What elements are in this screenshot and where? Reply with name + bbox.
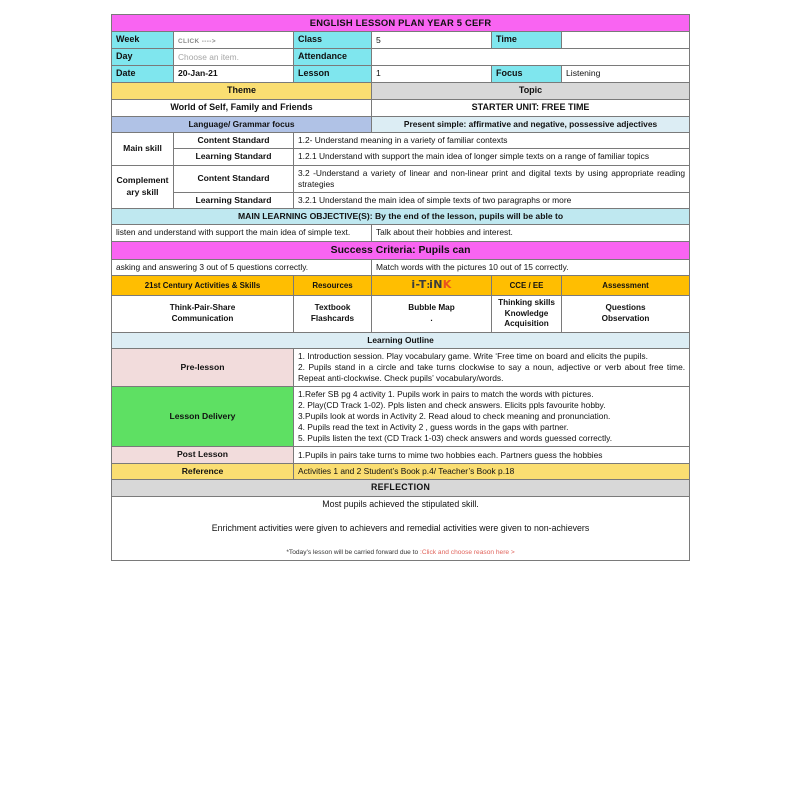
main-content-standard-label: Content Standard xyxy=(174,132,294,148)
objective-band-row xyxy=(112,209,690,225)
learning-outline-band-row xyxy=(112,332,690,348)
date-value[interactable]: 20-Jan-21 xyxy=(174,66,294,83)
theme-header-row xyxy=(112,83,690,100)
complementary-skill-label: Complementary skill xyxy=(112,165,174,209)
week-click-hint: CLICK ----> xyxy=(178,37,216,45)
lesson-delivery-line-1: 1.Refer SB pg 4 activity 1. Pupils work in pairs to match the words with pictures. xyxy=(298,388,594,399)
comp-learning-standard-value: 3.2.1 Understand the main idea of simple texts of two paragraphs or more xyxy=(294,192,690,208)
info-row-date xyxy=(112,66,690,83)
comp-learning-standard-label: Learning Standard xyxy=(174,192,294,208)
reference-row xyxy=(112,463,690,479)
reflection-note-prefix: *Today’s lesson will be carried forward due to xyxy=(286,548,420,556)
comp-skill-content-row xyxy=(112,165,690,192)
reflection-note xyxy=(116,549,685,558)
lesson-delivery-content xyxy=(294,386,690,446)
main-learning-standard-value: 1.2.1 Understand with support the main idea of longer simple texts on a range of familiar topics xyxy=(294,149,690,165)
activities-resources-1: Textbook xyxy=(314,303,351,313)
success-values-row xyxy=(112,260,690,276)
activities-header-skills: 21st Century Activities & Skills xyxy=(112,276,294,296)
post-lesson-label: Post Lesson xyxy=(112,447,294,463)
pre-lesson-row xyxy=(112,348,690,386)
reflection-band-row xyxy=(112,480,690,497)
page-title: ENGLISH LESSON PLAN YEAR 5 CEFR xyxy=(112,15,690,32)
time-label: Time xyxy=(492,32,562,49)
grammar-value: Present simple: affirmative and negative, possessive adjectives xyxy=(372,116,690,132)
class-value[interactable]: 5 xyxy=(372,32,492,49)
attendance-value[interactable] xyxy=(372,49,690,66)
week-value-cell[interactable] xyxy=(174,32,294,49)
activities-skills-2: Communication xyxy=(171,313,234,323)
pre-lesson-line-2: 2. Pupils stand in a circle and take turns clockwise to say a noun, adjective or verb about free time. Repeat anti-clockwise. Check pupils’ vocabulary/words. xyxy=(298,361,686,383)
grammar-header: Language/ Grammar focus xyxy=(112,116,372,132)
activities-cce-2: Knowledge Acquisition xyxy=(504,309,549,329)
objective-values-row xyxy=(112,225,690,241)
lesson-label: Lesson xyxy=(294,66,372,83)
pre-lesson-label: Pre-lesson xyxy=(112,348,294,386)
lesson-delivery-line-2: 2. Play(CD Track 1-02). Ppls listen and check answers. Elicits ppls favourite hobby. xyxy=(298,400,606,411)
objective-left: listen and understand with support the main idea of simple text. xyxy=(112,225,372,241)
comp-skill-learning-row xyxy=(112,192,690,208)
class-label: Class xyxy=(294,32,372,49)
post-lesson-row xyxy=(112,447,690,463)
title-row xyxy=(112,15,690,32)
activities-skills-1: Think-Pair-Share xyxy=(169,303,236,313)
day-placeholder: Choose an item. xyxy=(178,51,239,62)
focus-value[interactable]: Listening xyxy=(562,66,690,83)
activities-resources-2: Flashcards xyxy=(310,313,355,323)
reflection-line-1: Most pupils achieved the stipulated skill. xyxy=(322,498,479,509)
main-skill-label: Main skill xyxy=(112,132,174,165)
activities-cell-assessment xyxy=(562,296,690,332)
main-content-standard-value: 1.2- Understand meaning in a variety of familiar contexts xyxy=(294,132,690,148)
attendance-label: Attendance xyxy=(294,49,372,66)
info-row-week xyxy=(112,32,690,49)
activities-header-assessment: Assessment xyxy=(562,276,690,296)
ithink-logo-icon: i-T:iNK xyxy=(411,278,452,292)
grammar-row xyxy=(112,116,690,132)
topic-value: STARTER UNIT: FREE TIME xyxy=(372,99,690,116)
activities-body-row xyxy=(112,296,690,332)
success-band-row xyxy=(112,241,690,260)
pre-lesson-content xyxy=(294,348,690,386)
activities-ithink-1: Bubble Map xyxy=(408,303,455,313)
date-label: Date xyxy=(112,66,174,83)
day-label: Day xyxy=(112,49,174,66)
lesson-delivery-label: Lesson Delivery xyxy=(112,386,294,446)
reflection-body xyxy=(112,496,690,560)
activities-cell-skills xyxy=(112,296,294,332)
lesson-delivery-line-5: 5. Pupils listen the text (CD Track 1-03) check answers and words guessed correctly. xyxy=(298,433,613,444)
reflection-line-2: Enrichment activities were given to achievers and remedial activities were given to non-achievers xyxy=(211,523,590,534)
activities-ithink-2: . xyxy=(430,313,433,323)
lesson-value[interactable]: 1 xyxy=(372,66,492,83)
comp-content-standard-label: Content Standard xyxy=(174,165,294,192)
activities-header-ithink xyxy=(372,276,492,296)
topic-header: Topic xyxy=(372,83,690,100)
learning-outline-band: Learning Outline xyxy=(112,332,690,348)
objective-band: MAIN LEARNING OBJECTIVE(S): By the end of the lesson, pupils will be able to xyxy=(112,209,690,225)
reflection-body-row xyxy=(112,496,690,560)
main-learning-standard-label: Learning Standard xyxy=(174,149,294,165)
info-row-day xyxy=(112,49,690,66)
reference-label: Reference xyxy=(112,463,294,479)
reflection-band: REFLECTION xyxy=(112,480,690,497)
lesson-plan-document xyxy=(111,14,689,561)
success-left: asking and answering 3 out of 5 questions correctly. xyxy=(112,260,372,276)
activities-header-cce: CCE / EE xyxy=(492,276,562,296)
theme-value-row xyxy=(112,99,690,116)
lesson-delivery-row xyxy=(112,386,690,446)
activities-header-resources: Resources xyxy=(294,276,372,296)
success-criteria-title: Success Criteria: Pupils can xyxy=(112,241,690,260)
lesson-plan-table xyxy=(111,14,690,561)
activities-cell-cce xyxy=(492,296,562,332)
focus-label: Focus xyxy=(492,66,562,83)
main-skill-learning-row xyxy=(112,149,690,165)
pre-lesson-line-1: 1. Introduction session. Play vocabulary game. Write ‘Free time on board and elicits the pupils. xyxy=(298,350,648,361)
week-label: Week xyxy=(112,32,174,49)
activities-cell-resources xyxy=(294,296,372,332)
time-value[interactable] xyxy=(562,32,690,49)
activities-cce-1: Thinking skills xyxy=(498,298,555,308)
activities-header-row xyxy=(112,276,690,296)
day-value-cell[interactable] xyxy=(174,49,294,66)
objective-right: Talk about their hobbies and interest. xyxy=(372,225,690,241)
activities-assessment-2: Observation xyxy=(601,313,650,323)
post-lesson-content xyxy=(294,447,690,463)
lesson-delivery-line-4: 4. Pupils read the text in Activity 2 , guess words in the gaps with partner. xyxy=(298,422,569,433)
lesson-delivery-line-3: 3.Pupils look at words in Activity 2. Read aloud to check meaning and pronunciation. xyxy=(298,411,611,422)
success-right: Match words with the pictures 10 out of 15 correctly. xyxy=(372,260,690,276)
activities-assessment-1: Questions xyxy=(605,303,646,313)
activities-cell-ithink xyxy=(372,296,492,332)
post-lesson-line-1: 1.Pupils in pairs take turns to mime two hobbies each. Partners guess the hobbies xyxy=(298,449,603,460)
main-skill-content-row xyxy=(112,132,690,148)
reference-value: Activities 1 and 2 Student’s Book p.4/ Teacher’s Book p.18 xyxy=(294,463,690,479)
theme-value: World of Self, Family and Friends xyxy=(112,99,372,116)
reflection-reason-link[interactable]: :Click and choose reason here > xyxy=(419,548,515,556)
comp-content-standard-value: 3.2 -Understand a variety of linear and non-linear print and digital texts by using appropriate reading strategies xyxy=(294,165,690,192)
theme-header: Theme xyxy=(112,83,372,100)
